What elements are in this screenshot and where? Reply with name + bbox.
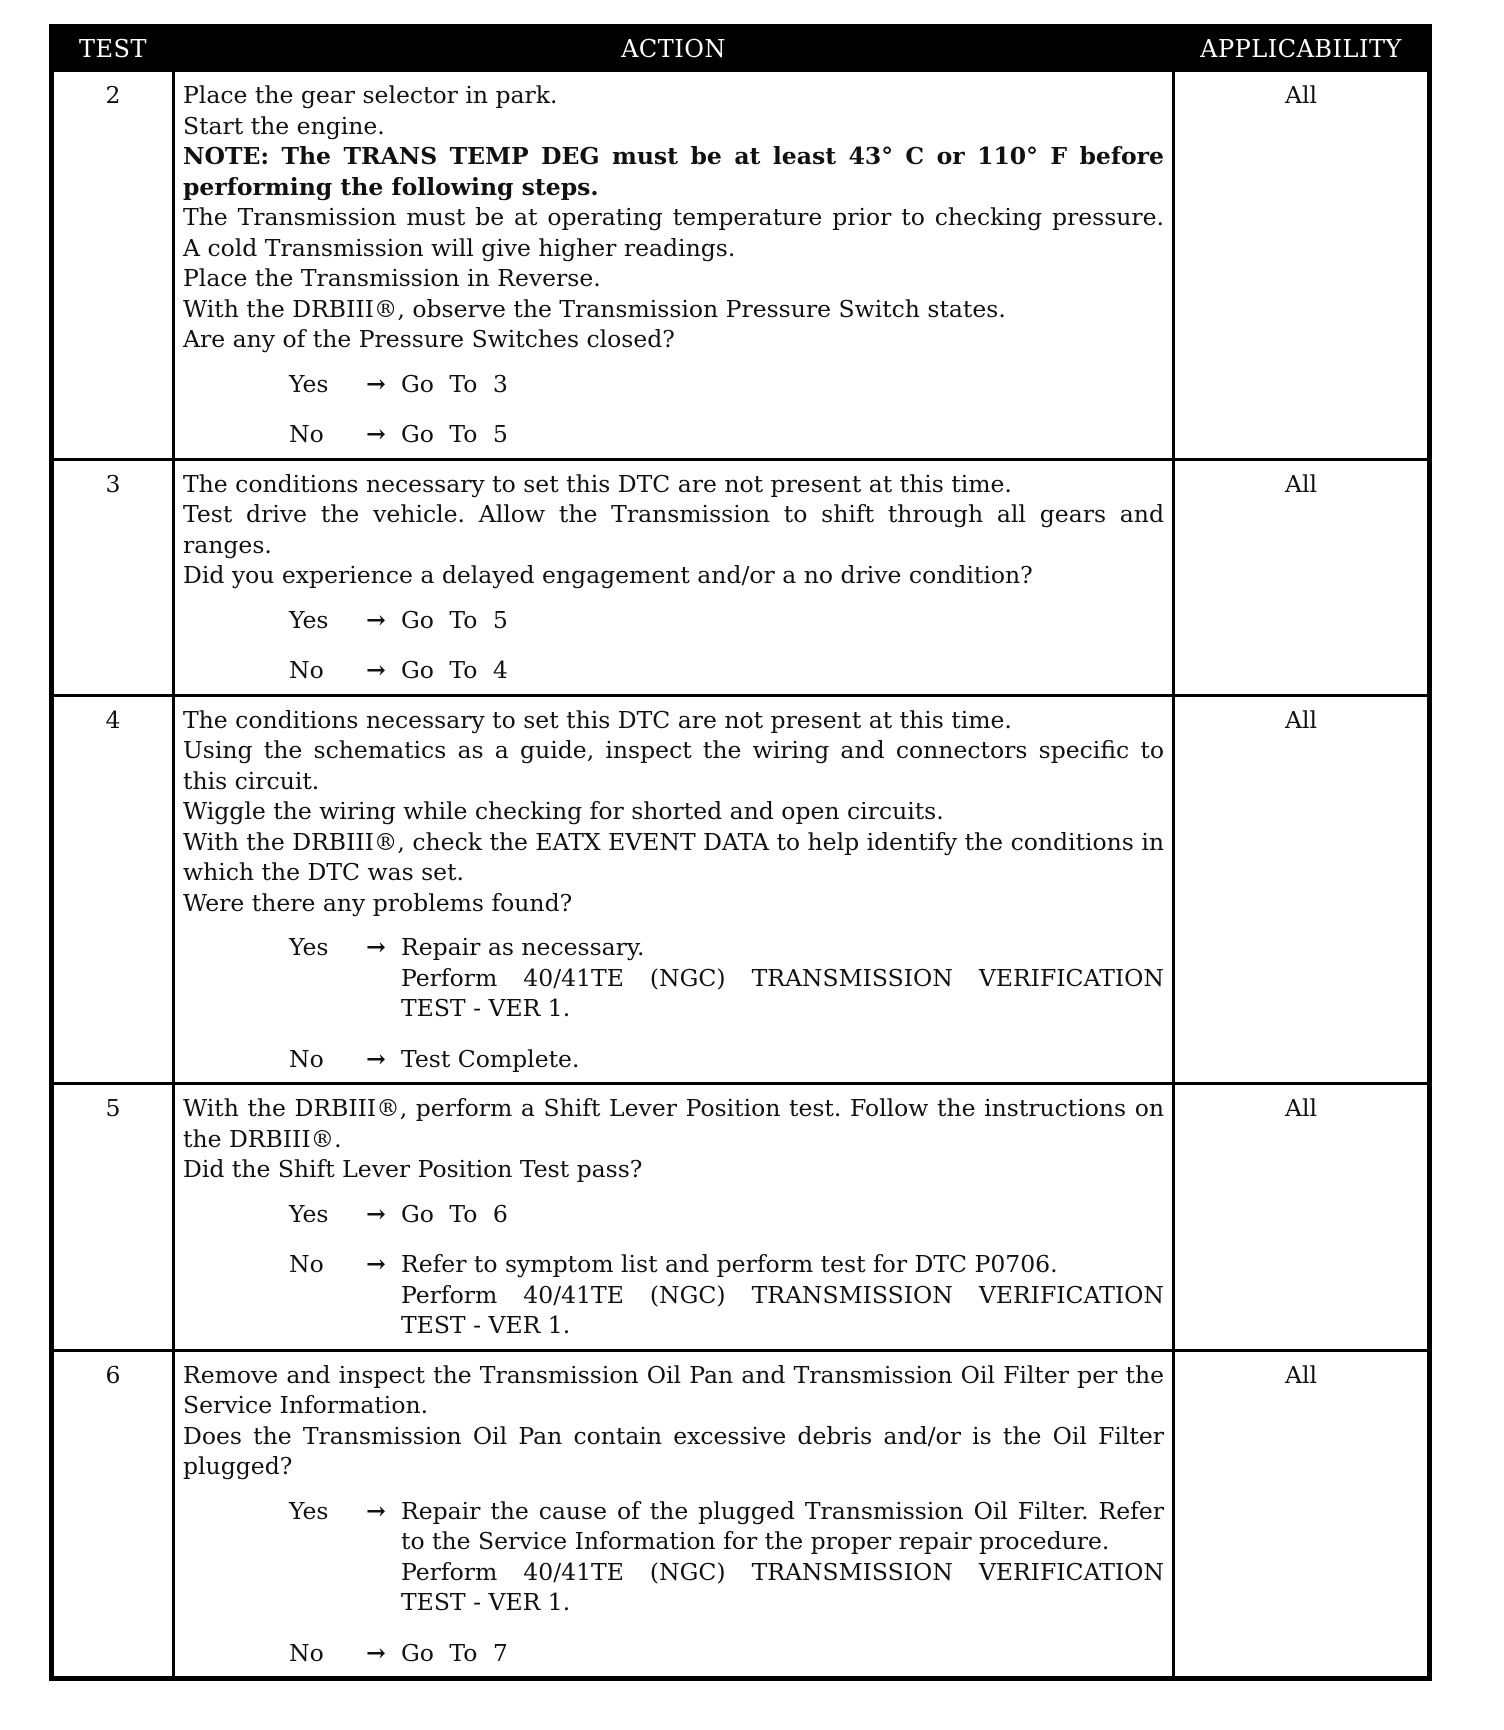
- table-row: [52, 459, 1430, 695]
- arrow-right-icon: [351, 605, 401, 636]
- table-header: [52, 27, 1430, 71]
- action-line: Place the Transmission in Reverse.: [183, 264, 601, 292]
- answer-no-result: [401, 1044, 1164, 1075]
- answer-line: TEST - VER 1.: [401, 994, 571, 1022]
- answer-block: [183, 1496, 1164, 1669]
- answer-line: Go To 7: [401, 1638, 508, 1667]
- answer-line: Repair as necessary.: [401, 933, 645, 961]
- answer-line: Refer to symptom list and perform test for DTC P0706.: [401, 1250, 1058, 1278]
- action-line: With the DRBIII®, check the EATX EVENT DATA to help identify the conditions in which the DTC was set.: [183, 827, 1164, 886]
- action-line: Wiggle the wiring while checking for shorted and open circuits.: [183, 797, 944, 825]
- answer-line: Repair the cause of the plugged Transmission Oil Filter. Refer to the Service Information for the proper repair procedure.: [401, 1496, 1164, 1555]
- answer-yes-label: Yes: [289, 369, 329, 398]
- answer-yes-label: Yes: [289, 933, 329, 961]
- action-line: Does the Transmission Oil Pan contain excessive debris and/or is the Oil Filter plugged?: [183, 1421, 1164, 1480]
- answer-no-label: No: [289, 1250, 324, 1278]
- answer-line: Perform 40/41TE (NGC) TRANSMISSION VERIFICATION: [401, 1557, 1164, 1586]
- test-number: 2: [52, 71, 174, 460]
- header-action: ACTION: [174, 27, 1174, 71]
- answer-no: [183, 1638, 1164, 1669]
- answer-block: [183, 369, 1164, 450]
- answer-no-result: [401, 419, 1164, 450]
- table-row: [52, 1084, 1430, 1351]
- answer-yes-result: [401, 605, 1164, 636]
- answer-yes-result: [401, 1199, 1164, 1230]
- action-line: Using the schematics as a guide, inspect the wiring and connectors specific to this circuit.: [183, 736, 1164, 795]
- action-line: The conditions necessary to set this DTC are not present at this time.: [183, 705, 1012, 734]
- applicability-cell: All: [1174, 71, 1430, 460]
- answer-yes-label: Yes: [289, 605, 329, 634]
- answer-line: Go To 6: [401, 1199, 508, 1228]
- action-line: Place the gear selector in park.: [183, 81, 558, 109]
- arrow-right-icon: [351, 1044, 401, 1075]
- test-number: 6: [52, 1350, 174, 1679]
- answer-no-result: [401, 655, 1164, 686]
- arrow-right-icon: [351, 932, 401, 1024]
- table-row: [52, 695, 1430, 1084]
- answer-yes-label: Yes: [289, 1496, 329, 1525]
- action-line: With the DRBIII®, perform a Shift Lever Position test. Follow the instructions on the DRBIII®.: [183, 1094, 1164, 1153]
- answer-no-result: [401, 1638, 1164, 1669]
- answer-block: [183, 1199, 1164, 1341]
- answer-no: [183, 655, 1164, 686]
- applicability-cell: All: [1174, 459, 1430, 695]
- action-cell: [174, 695, 1174, 1084]
- table-row: [52, 1350, 1430, 1679]
- action-line: With the DRBIII®, observe the Transmission Pressure Switch states.: [183, 294, 1006, 323]
- answer-yes: [183, 605, 1164, 636]
- applicability-cell: All: [1174, 1084, 1430, 1351]
- answer-line: TEST - VER 1.: [401, 1588, 571, 1616]
- answer-no-label: No: [289, 656, 324, 684]
- answer-no: [183, 1249, 1164, 1341]
- answer-block: [183, 932, 1164, 1074]
- answer-yes-result: [401, 369, 1164, 400]
- answer-yes-result: [401, 1496, 1164, 1618]
- answer-no-result: [401, 1249, 1164, 1341]
- answer-line: Perform 40/41TE (NGC) TRANSMISSION VERIFICATION: [401, 963, 1164, 992]
- action-cell: [174, 1350, 1174, 1679]
- action-line: The Transmission must be at operating temperature prior to checking pressure. A cold Transmission will give higher readings.: [183, 203, 1164, 262]
- diagnostic-table: [49, 24, 1432, 1681]
- answer-no: [183, 419, 1164, 450]
- arrow-right-icon: [351, 655, 401, 686]
- arrow-right-icon: [351, 1638, 401, 1669]
- table-row: [52, 71, 1430, 460]
- answer-line: Go To 3: [401, 369, 508, 398]
- diagnostic-page: [49, 24, 1427, 1681]
- arrow-right-icon: [351, 419, 401, 450]
- action-line: The conditions necessary to set this DTC are not present at this time.: [183, 469, 1012, 498]
- test-number: 4: [52, 695, 174, 1084]
- answer-yes: [183, 1199, 1164, 1230]
- arrow-right-icon: [351, 1496, 401, 1618]
- arrow-right-icon: [351, 1249, 401, 1341]
- applicability-cell: All: [1174, 1350, 1430, 1679]
- action-cell: [174, 1084, 1174, 1351]
- note-text: NOTE: The TRANS TEMP DEG must be at least 43° C or 110° F before performing the following steps.: [183, 142, 1164, 201]
- answer-no-label: No: [289, 1044, 324, 1073]
- action-line: Remove and inspect the Transmission Oil Pan and Transmission Oil Filter per the Service Information.: [183, 1360, 1164, 1419]
- applicability-cell: All: [1174, 695, 1430, 1084]
- action-cell: [174, 71, 1174, 460]
- test-number: 3: [52, 459, 174, 695]
- test-number: 5: [52, 1084, 174, 1351]
- action-line: Are any of the Pressure Switches closed?: [183, 325, 675, 353]
- answer-line: TEST - VER 1.: [401, 1311, 571, 1339]
- action-line: Were there any problems found?: [183, 888, 573, 917]
- answer-yes-result: [401, 932, 1164, 1024]
- answer-line: Test Complete.: [401, 1044, 580, 1073]
- action-line: Did the Shift Lever Position Test pass?: [183, 1155, 643, 1183]
- answer-line: Go To 4: [401, 656, 508, 684]
- answer-yes: [183, 932, 1164, 1024]
- arrow-right-icon: [351, 1199, 401, 1230]
- action-line: Did you experience a delayed engagement and/or a no drive condition?: [183, 561, 1033, 589]
- answer-line: Go To 5: [401, 420, 508, 448]
- arrow-right-icon: [351, 369, 401, 400]
- answer-line: Go To 5: [401, 605, 508, 634]
- answer-line: Perform 40/41TE (NGC) TRANSMISSION VERIFICATION: [401, 1280, 1164, 1309]
- answer-block: [183, 605, 1164, 686]
- header-test: TEST: [52, 27, 174, 71]
- header-applicability: APPLICABILITY: [1174, 27, 1430, 71]
- answer-no-label: No: [289, 420, 324, 448]
- answer-yes: [183, 1496, 1164, 1618]
- action-line: Start the engine.: [183, 111, 385, 140]
- action-cell: [174, 459, 1174, 695]
- answer-yes-label: Yes: [289, 1199, 329, 1228]
- answer-no-label: No: [289, 1638, 324, 1667]
- answer-yes: [183, 369, 1164, 400]
- action-line: Test drive the vehicle. Allow the Transmission to shift through all gears and ranges.: [183, 500, 1164, 559]
- answer-no: [183, 1044, 1164, 1075]
